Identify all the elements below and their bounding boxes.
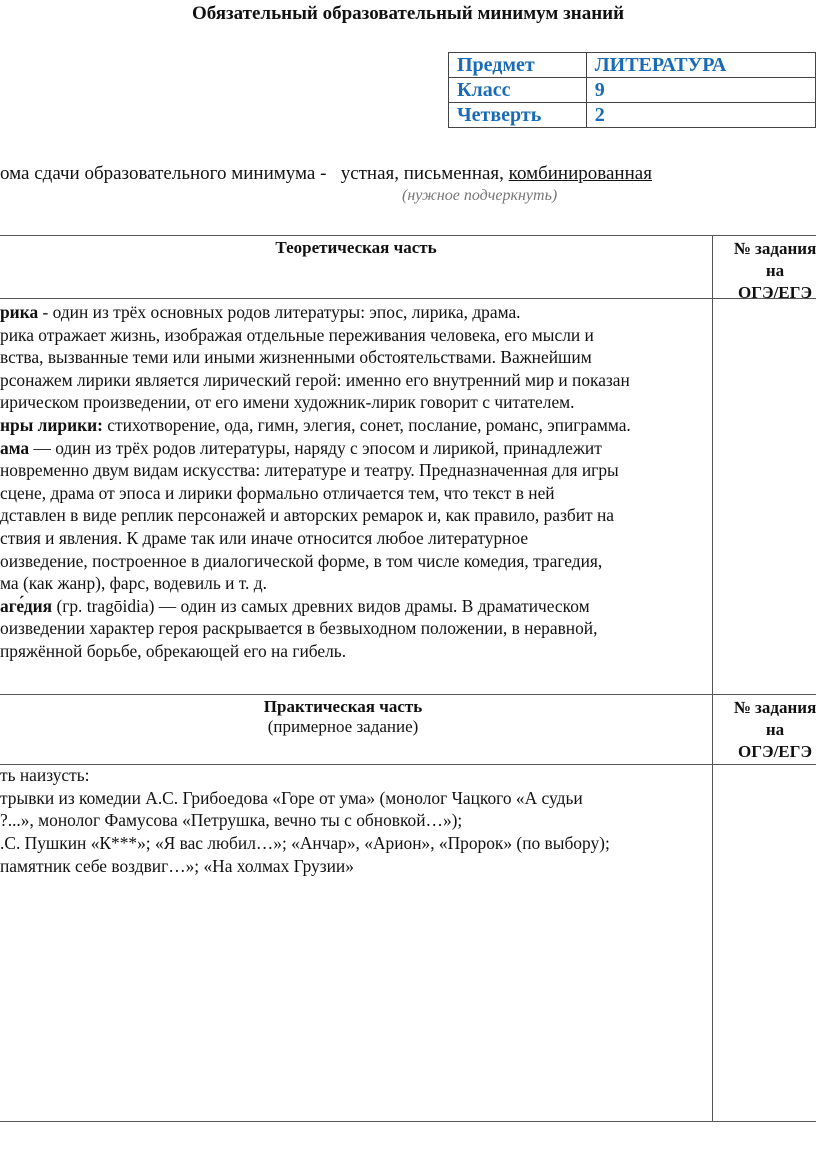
term: нры лирики: xyxy=(0,415,103,435)
theory-line xyxy=(0,369,630,392)
task-header-line: ОГЭ/ЕГЭ xyxy=(738,283,812,302)
divider xyxy=(0,235,816,236)
form-of-exam xyxy=(0,163,652,185)
divider xyxy=(0,694,816,695)
line-text: новременно двум видам искусства: литературе и театру. Предназначенная для игры xyxy=(0,460,619,481)
form-selected: комбинированная xyxy=(508,163,652,184)
practice-line: .С. Пушкин «К***»; «Я вас любил…»; «Анчар», «Арион», «Пророк» (по выбору); xyxy=(0,833,610,854)
line-text: сцене, драма от эпоса и лирики формально отличается тем, что текст в ней xyxy=(0,482,555,503)
divider xyxy=(0,298,816,299)
task-header-line: № задания xyxy=(733,698,816,717)
table-row xyxy=(449,78,816,103)
practice-task-header xyxy=(714,697,816,763)
theory-line xyxy=(0,414,631,437)
term: аге́дия xyxy=(0,595,53,616)
subject-value: ЛИТЕРАТУРА xyxy=(586,53,815,78)
practice-line: трывки из комедии А.С. Грибоедова «Горе от ума» (монолог Чацкого «А судьи xyxy=(0,787,583,808)
form-hint: (нужное подчеркнуть) xyxy=(402,187,558,204)
theory-line xyxy=(0,301,521,324)
line-text: рсонажем лирики является лирический герой: именно его внутренний мир и показан xyxy=(0,369,630,390)
column-divider xyxy=(712,235,713,1122)
task-header-line: № задания xyxy=(733,239,816,258)
theory-line xyxy=(0,391,575,414)
practice-subtitle: (примерное задание) xyxy=(267,717,419,736)
divider xyxy=(0,764,816,765)
theory-line xyxy=(0,482,555,505)
line-text: ма (как жанр), фарс, водевиль и т. д. xyxy=(0,573,267,594)
line-text: — один из трёх родов литературы, наряду с эпосом и лирикой, принадлежит xyxy=(29,437,602,458)
theory-line xyxy=(0,504,614,527)
theory-line xyxy=(0,595,590,618)
theory-line xyxy=(0,324,594,347)
theory-line xyxy=(0,640,346,663)
theory-line xyxy=(0,617,597,640)
theory-header: Теоретическая часть xyxy=(275,238,437,257)
task-header-line: ОГЭ/ЕГЭ xyxy=(738,742,812,761)
theory-line xyxy=(0,437,602,460)
table-row xyxy=(449,53,816,78)
practice-line: ть наизусть: xyxy=(0,765,90,785)
line-text: пряжённой борьбе, обрекающей его на гибель. xyxy=(0,641,347,661)
line-text: - один из трёх основных родов литературы: эпос, лирика, драма. xyxy=(38,302,521,322)
subject-label: Предмет xyxy=(449,53,587,78)
practice-header xyxy=(0,697,686,737)
line-text: ствия и явления. К драме так или иначе относится любое литературное xyxy=(0,528,529,548)
line-text: стихотворение, ода, гимн, элегия, сонет, послание, романс, эпиграмма. xyxy=(102,415,631,435)
theory-line xyxy=(0,527,528,550)
theory-line xyxy=(0,346,592,369)
theory-line xyxy=(0,550,602,573)
table-row xyxy=(449,103,816,128)
term: рика xyxy=(0,302,39,322)
quarter-value: 2 xyxy=(586,103,815,128)
practice-title: Практическая часть xyxy=(263,697,423,716)
theory-line xyxy=(0,572,267,595)
theory-task-header xyxy=(714,238,816,304)
divider xyxy=(0,1121,816,1122)
line-text: ирическом произведении, от его имени художник-лирик говорит с читателем. xyxy=(0,392,575,413)
form-prefix: ома сдачи образовательного минимума - устная, письменная, xyxy=(0,163,509,184)
practice-line: ?...», монолог Фамусова «Петрушка, вечно ты с обновкой…»); xyxy=(0,810,463,831)
line-text: оизведение, построенное в диалогической форме, в том числе комедия, трагедия, xyxy=(0,550,603,571)
subject-info-table xyxy=(448,52,816,128)
term: ама xyxy=(0,437,30,458)
class-label: Класс xyxy=(449,78,587,103)
line-text: оизведении характер героя раскрывается в безвыходном положении, в неравной, xyxy=(0,618,598,639)
quarter-label: Четверть xyxy=(449,103,587,128)
line-text: вства, вызванные теми или иными жизненными обстоятельствами. Важнейшим xyxy=(0,347,592,368)
line-text: дставлен в виде реплик персонажей и авторских ремарок и, как правило, разбит на xyxy=(0,505,615,526)
line-text: рика отражает жизнь, изображая отдельные переживания человека, его мысли и xyxy=(0,324,594,345)
theory-line xyxy=(0,459,619,482)
task-header-line: на xyxy=(765,261,785,280)
practice-line: памятник себе воздвиг…»; «На холмах Грузии» xyxy=(0,855,354,876)
class-value: 9 xyxy=(586,78,815,103)
page-title: Обязательный образовательный минимум знаний xyxy=(191,3,625,24)
task-header-line: на xyxy=(765,720,785,739)
line-text: (гр. tragōidia) — один из самых древних видов драмы. В драматическом xyxy=(52,595,590,616)
